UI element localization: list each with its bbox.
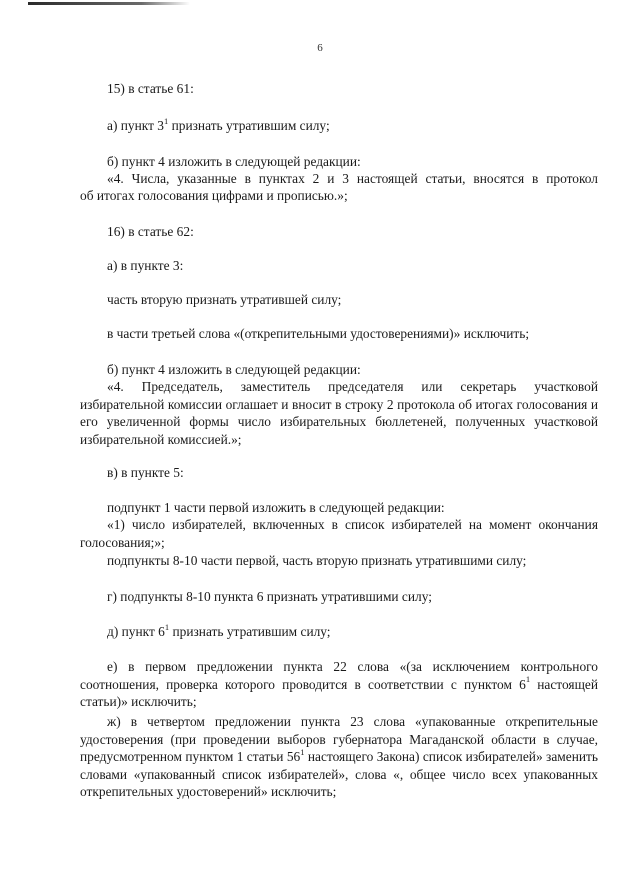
item-16v-subitem2: подпункты 8-10 части первой, часть вторую признать утратившими силу;: [107, 553, 527, 568]
item-16a-part3: в части третьей слова «(открепительными удостоверениями)» исключить;: [107, 326, 530, 341]
item-16-heading: 16) в статье 62:: [107, 224, 194, 239]
item-15b: б) пункт 4 изложить в следующей редакции:: [107, 154, 361, 169]
item-16g: г) подпункты 8-10 пункта 6 признать утратившими силу;: [107, 589, 432, 604]
item-15-heading: 15) в статье 61:: [107, 81, 194, 96]
item-16e: [80, 658, 598, 711]
item-16zh: [80, 713, 598, 801]
item-16e-superscript: 1: [525, 674, 531, 685]
item-16v-subitem1: подпункт 1 части первой изложить в следующей редакции:: [107, 500, 445, 515]
item-15a: [80, 117, 598, 135]
item-16d-superscript: 1: [164, 621, 170, 632]
item-16v: в) в пункте 5:: [107, 465, 184, 480]
item-16d-text-end: признать утратившим силу;: [169, 624, 331, 639]
item-16zh-text: ж) в четвертом предложении пункта 23 слова «упакованные открепительные удостоверения (при проведении выборов губернатора Магаданской области в случае, предусмотренном пунктом 1 статьи 56: [80, 714, 598, 764]
scan-edge-mark: [28, 2, 190, 5]
page-number: 6: [317, 42, 323, 54]
item-16a: а) в пункте 3:: [107, 258, 184, 273]
item-16d: [80, 623, 598, 641]
item-16b: б) пункт 4 изложить в следующей редакции:: [107, 362, 361, 377]
item-16a-part2: часть вторую признать утратившей силу;: [107, 292, 342, 307]
item-16zh-superscript: 1: [300, 746, 305, 757]
item-16d-text: д) пункт 6: [107, 624, 165, 639]
item-15a-superscript: 1: [164, 115, 169, 126]
item-15a-text: а) пункт 3: [107, 118, 165, 133]
item-15b-quote-line2: об итогах голосования цифрами и прописью.»;: [80, 188, 348, 203]
item-16e-text-end: настоящей статьи)» исключить;: [80, 676, 598, 709]
item-16b-quote: «4. Председатель, заместитель председателя или секретарь участковой избирательной комиссии оглашает и вносит в строку 2 протокола об итогах голосования и его увеличенной формы число избирательных бюллетеней, полученных участковой избирательной комиссией.»;: [80, 379, 598, 447]
item-15a-text-end: признать утратившим силу;: [168, 118, 330, 133]
item-16e-text: е) в первом предложении пункта 22 слова «(за исключением контрольного соотношения, проверка которого проводится в соответствии с пунктом 6: [80, 659, 598, 692]
item-16v-quote: «1) число избирателей, включенных в список избирателей на момент окончания голосования;»;: [80, 517, 598, 550]
item-15b-quote-line1: «4. Числа, указанные в пунктах 2 и 3 настоящей статьи, вносятся в протокол: [107, 171, 598, 186]
item-16zh-text-end: настоящего Закона) список избирателей» заменить словами «упакованный список избирателей», слова «, общее число всех упакованных открепительных удостоверений» исключить;: [80, 749, 598, 799]
